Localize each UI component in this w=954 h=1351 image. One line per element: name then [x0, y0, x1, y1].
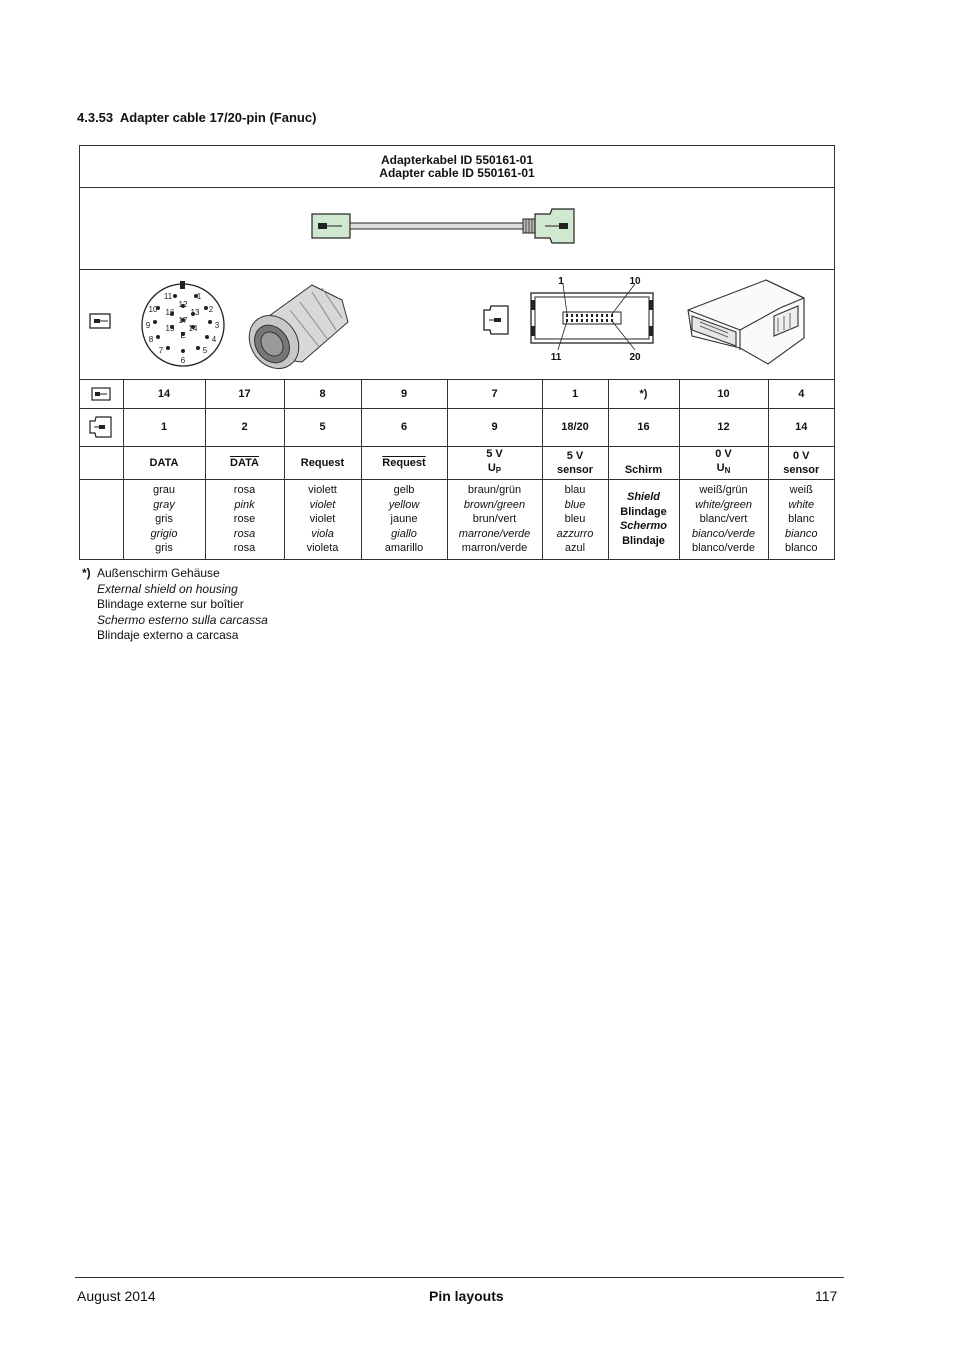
color-it: bianco/verde — [692, 527, 755, 540]
pin-label: 15 — [165, 324, 175, 333]
table-cell: 9 — [447, 408, 542, 446]
color-de: weiß/grün — [699, 484, 748, 496]
color-en: brown/green — [463, 498, 526, 511]
table-cell: 4 — [768, 380, 834, 408]
footnote — [82, 566, 268, 644]
color-cell — [768, 479, 834, 559]
cable-id-en: Adapter cable ID 550161-01 — [379, 166, 535, 180]
color-de: braun/grün — [467, 484, 522, 496]
cable-drawing — [80, 188, 834, 270]
footer-date: August 2014 — [77, 1288, 156, 1304]
color-en: white/green — [695, 498, 752, 511]
cable-id-header — [80, 146, 834, 188]
pin-label: 14 — [188, 324, 198, 333]
color-it: marrone/verde — [458, 527, 531, 540]
pin-label: 16 — [165, 308, 175, 317]
color-en: yellow — [388, 498, 420, 511]
empty-cell — [80, 446, 123, 479]
color-es: blanco — [785, 542, 818, 554]
shield-fr: Blindage — [620, 505, 667, 518]
row-icon-cell — [80, 380, 123, 408]
color-de: weiß — [789, 484, 813, 496]
male-connector-small-icon — [91, 387, 111, 401]
pin-label-top-left: 1 — [558, 276, 564, 287]
section-heading: Adapter cable 17/20-pin (Fanuc) — [119, 110, 317, 125]
connector-drawing-row — [80, 270, 834, 380]
color-fr: brun/vert — [472, 513, 517, 525]
footnote-mark: *) — [82, 566, 91, 580]
shield-it: Schermo — [619, 520, 668, 533]
table-row-signals — [80, 446, 834, 479]
table-cell: 7 — [447, 380, 542, 408]
color-en: pink — [234, 498, 255, 511]
signal-request: Request — [284, 446, 361, 479]
table-cell: 6 — [361, 408, 447, 446]
table-row-connector-a — [80, 380, 834, 408]
cable-icon — [350, 219, 535, 233]
pin-label-bottom-left: 11 — [550, 352, 562, 363]
color-cell — [361, 479, 447, 559]
color-cell — [679, 479, 768, 559]
color-fr: blanc — [788, 513, 815, 525]
pin-label: 7 — [158, 346, 164, 355]
footer-divider — [75, 1277, 844, 1278]
table-row-wire-colors — [80, 479, 834, 559]
color-fr: blanc/vert — [699, 513, 748, 525]
table-cell: *) — [608, 380, 679, 408]
color-it: bianco — [785, 527, 818, 540]
signal-up-sub: P — [495, 466, 502, 475]
cable-id-de: Adapterkabel ID 550161-01 — [380, 153, 534, 167]
signal-5v-up-bottom — [448, 461, 542, 478]
shield-en: Shield — [626, 491, 660, 504]
footnote-line — [82, 566, 268, 582]
signal-request-inverted — [361, 446, 447, 479]
signal-data-inverted — [205, 446, 284, 479]
pin-label: 1 — [196, 292, 202, 301]
cable-drawing-row — [80, 188, 834, 270]
male-connector-symbol-icon — [90, 314, 110, 328]
signal-0v-un-bottom — [680, 461, 768, 478]
pinout-frame — [79, 145, 835, 560]
fanuc-plug-photo-icon — [688, 280, 804, 364]
pin-label: 3 — [214, 321, 220, 330]
color-en: gray — [153, 498, 175, 511]
signal-5v-up — [447, 446, 542, 479]
female-connector-icon — [535, 209, 574, 243]
section-number: 4.3.53 — [77, 110, 114, 125]
color-it: viola — [311, 527, 334, 540]
color-cell — [123, 479, 205, 559]
signal-0v-sensor — [768, 446, 834, 479]
signal-request-inverted-label: Request — [382, 456, 426, 469]
color-fr: violet — [309, 513, 336, 525]
color-es: rosa — [233, 542, 256, 554]
signal-data: DATA — [123, 446, 205, 479]
pin-label: 2 — [208, 305, 214, 314]
color-it: azzurro — [556, 527, 594, 540]
color-cell — [447, 479, 542, 559]
row-icon-cell — [80, 408, 123, 446]
color-de: blau — [564, 484, 586, 496]
pin-assignment-table — [80, 380, 834, 559]
pin-label: 9 — [145, 321, 151, 330]
color-es: azul — [564, 542, 586, 554]
table-cell: 1 — [123, 408, 205, 446]
round-connector-photo-icon — [239, 285, 348, 378]
footnote-de: Außenschirm Gehäuse — [97, 566, 220, 580]
female-connector-symbol-icon — [484, 306, 508, 334]
color-de: violett — [308, 484, 337, 496]
color-en: white — [788, 498, 815, 511]
color-cell — [284, 479, 361, 559]
signal-up-main: U — [487, 462, 496, 474]
signal-0v-sensor-bottom: sensor — [783, 463, 820, 476]
pin-label-top-right: 10 — [629, 276, 641, 287]
pin-label: 11 — [163, 292, 173, 301]
signal-0v-un-top: 0 V — [715, 448, 732, 460]
signal-5v-up-top: 5 V — [486, 448, 503, 460]
shield-cell — [608, 479, 679, 559]
table-cell: 2 — [205, 408, 284, 446]
table-cell: 9 — [361, 380, 447, 408]
pin-label: E — [180, 331, 186, 340]
table-cell: 10 — [679, 380, 768, 408]
color-fr: gris — [155, 513, 173, 525]
pin-label: 6 — [180, 356, 186, 365]
signal-5v-sensor-top: 5 V — [566, 449, 584, 462]
color-it: giallo — [391, 527, 417, 540]
signal-5v-sensor-bottom: sensor — [556, 463, 594, 476]
table-cell: 16 — [608, 408, 679, 446]
shield-es: Blindaje — [622, 534, 665, 547]
color-de: grau — [152, 484, 176, 496]
color-es: gris — [155, 542, 173, 554]
footnote-it: Schermo esterno sulla carcassa — [97, 612, 268, 627]
table-cell: 14 — [768, 408, 834, 446]
color-it: grigio — [150, 527, 178, 540]
pin-label: 12 — [178, 300, 188, 309]
pin-label: 5 — [202, 346, 208, 355]
table-cell: 14 — [123, 380, 205, 408]
color-es: marron/verde — [461, 542, 528, 554]
male-connector-icon — [312, 214, 350, 238]
signal-0v-sensor-top: 0 V — [792, 449, 810, 462]
female-connector-small-icon — [89, 416, 113, 438]
table-cell: 1 — [542, 380, 608, 408]
pin-label: 8 — [148, 335, 154, 344]
table-row-connector-b — [80, 408, 834, 446]
table-cell: 8 — [284, 380, 361, 408]
color-es: amarillo — [384, 542, 424, 554]
color-cell — [542, 479, 608, 559]
section-title — [77, 110, 316, 125]
signal-un-sub: N — [724, 466, 731, 475]
signal-0v-un — [679, 446, 768, 479]
pin-label-bottom-right: 20 — [629, 352, 641, 363]
color-es: blanco/verde — [692, 542, 755, 554]
table-cell: 18/20 — [542, 408, 608, 446]
color-fr: jaune — [390, 513, 418, 525]
color-cell — [205, 479, 284, 559]
color-en: violet — [309, 498, 336, 511]
footer-title: Pin layouts — [429, 1288, 504, 1304]
color-es: violeta — [306, 542, 339, 554]
signal-shield: Schirm — [608, 446, 679, 479]
pin-label: 4 — [211, 335, 217, 344]
pin-label: 13 — [190, 308, 200, 317]
color-fr: bleu — [564, 513, 586, 525]
footnote-fr: Blindage externe sur boîtier — [97, 597, 244, 612]
footnote-en: External shield on housing — [97, 581, 238, 596]
color-de: gelb — [393, 484, 415, 496]
pin-label: 10 — [148, 305, 158, 314]
table-cell: 5 — [284, 408, 361, 446]
table-cell: 12 — [679, 408, 768, 446]
footnote-es: Blindaje externo a carcasa — [97, 628, 239, 643]
pin-label: 17 — [178, 316, 188, 325]
color-en: blue — [564, 498, 586, 511]
empty-cell — [80, 479, 123, 559]
pin-face-17-icon — [142, 281, 224, 366]
color-it: rosa — [233, 527, 256, 540]
table-cell: 17 — [205, 380, 284, 408]
color-de: rosa — [233, 484, 256, 496]
page-number: 117 — [815, 1288, 838, 1304]
signal-data-inverted-label: DATA — [230, 456, 259, 469]
signal-5v-sensor — [542, 446, 608, 479]
connector-drawings — [80, 270, 834, 380]
pin-face-20-icon — [531, 276, 653, 363]
color-fr: rose — [233, 513, 256, 525]
signal-un-main: U — [716, 462, 725, 474]
